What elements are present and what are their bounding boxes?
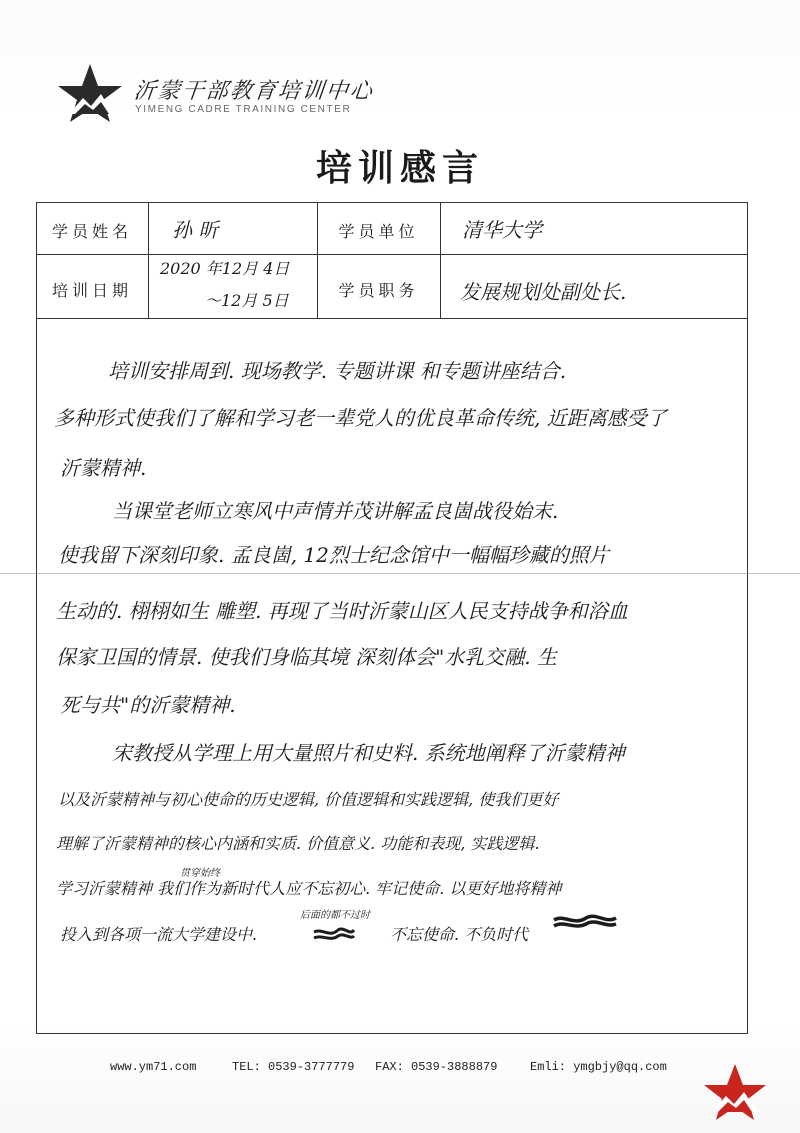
inserted-annotation: 贯穿始终 xyxy=(180,868,220,879)
body-line: 生动的. 栩栩如生 雕塑. 再现了当时沂蒙山区人民支持战争和浴血 xyxy=(56,599,628,623)
red-star-mountain-logo-icon xyxy=(700,1062,770,1122)
value-student-position: 发展规划处副处长. xyxy=(460,280,627,304)
table-divider xyxy=(36,254,748,255)
footer-fax: FAX: 0539-3888879 xyxy=(375,1060,498,1074)
body-line: 死与共"的沂蒙精神. xyxy=(60,693,236,717)
value-student-name: 孙 昕 xyxy=(172,218,219,242)
label-student-name: 学员姓名 xyxy=(51,222,132,241)
footer-website: www.ym71.com xyxy=(110,1060,197,1074)
scan-artifact-line xyxy=(0,573,800,574)
footer-tel: TEL: 0539-3777779 xyxy=(232,1060,355,1074)
body-line: 宋教授从学理上用大量照片和史料. 系统地阐释了沂蒙精神 xyxy=(112,741,625,765)
body-line: 当课堂老师立寒风中声情并茂讲解孟良崮战役始末. xyxy=(112,499,559,523)
body-line: 学习沂蒙精神 我们作为新时代人应不忘初心. 牢记使命. 以更好地将精神 xyxy=(56,879,562,898)
scribble-mark xyxy=(312,924,356,946)
table-divider xyxy=(36,318,748,319)
body-line: 沂蒙精神. xyxy=(60,456,147,480)
body-line: 不忘使命. 不负时代 xyxy=(390,925,529,944)
org-name-cn: 沂蒙干部教育培训中心 xyxy=(132,79,376,104)
org-name-en: YIMENG CADRE TRAINING CENTER xyxy=(135,104,352,115)
page-title: 培训感言 xyxy=(315,148,484,189)
table-divider xyxy=(440,202,441,318)
label-training-date: 培训日期 xyxy=(51,281,132,300)
body-line: 以及沂蒙精神与初心使命的历史逻辑, 价值逻辑和实践逻辑, 使我们更好 xyxy=(58,790,559,809)
table-divider xyxy=(148,202,149,318)
value-student-unit: 清华大学 xyxy=(462,218,542,242)
body-line: 理解了沂蒙精神的核心内涵和实质. 价值意义. 功能和表现, 实践逻辑. xyxy=(56,834,540,853)
body-line: 培训安排周到. 现场教学. 专题讲课 和专题讲座结合. xyxy=(108,359,567,383)
body-line: 保家卫国的情景. 使我们身临其境 深刻体会"水乳交融. 生 xyxy=(56,645,557,669)
star-mountain-logo-icon xyxy=(55,62,125,124)
body-line: 投入到各项一流大学建设中. xyxy=(60,925,258,944)
label-student-position: 学员职务 xyxy=(338,281,419,300)
inserted-annotation: 后面的都不过时 xyxy=(300,910,370,921)
value-date-start: 2020 年12月 4日 xyxy=(160,259,290,278)
scribble-mark xyxy=(552,910,618,934)
body-line: 使我留下深刻印象. 孟良崮, 12烈士纪念馆中一幅幅珍藏的照片 xyxy=(58,543,609,567)
value-date-end: ～12月 5日 xyxy=(205,291,289,310)
body-line: 多种形式使我们了解和学习老一辈党人的优良革命传统, 近距离感受了 xyxy=(54,406,667,430)
label-student-unit: 学员单位 xyxy=(338,222,419,241)
footer-email: Emli: ymgbjy@qq.com xyxy=(530,1060,667,1074)
